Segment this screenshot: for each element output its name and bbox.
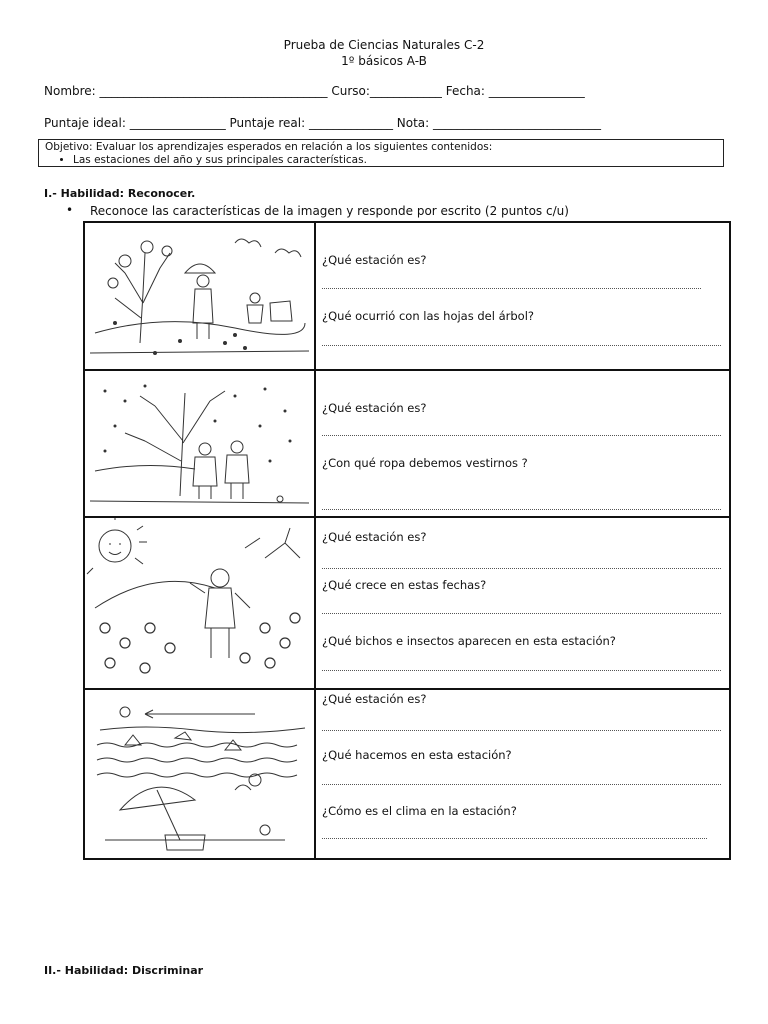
answer-line[interactable] — [322, 613, 721, 614]
spring-scene-image — [84, 517, 315, 689]
question-label: ¿Qué ocurrió con las hojas del árbol? — [322, 309, 535, 323]
spring-questions — [315, 517, 730, 689]
objective-bullet: • Las estaciones del año y sus principales características. — [73, 154, 717, 167]
question-row — [84, 222, 730, 370]
answer-line[interactable] — [322, 345, 721, 346]
question-label: ¿Qué crece en estas fechas? — [322, 578, 487, 592]
autumn-scene-image — [84, 222, 315, 370]
question-row — [84, 370, 730, 517]
question-label: ¿Cómo es el clima en la estación? — [322, 804, 517, 818]
answer-line[interactable] — [322, 288, 701, 289]
section-1-instruction: Reconoce las características de la imagen y responde por escrito (2 puntos c/u) — [90, 204, 569, 218]
question-label: ¿Qué bichos e insectos aparecen en esta estación? — [322, 634, 616, 648]
question-label: ¿Qué hacemos en esta estación? — [322, 748, 512, 762]
answer-line[interactable] — [322, 838, 707, 839]
score-fields[interactable]: Puntaje ideal: ________________ Puntaje real: ______________ Nota: ____________________________ — [44, 116, 601, 130]
page-title: Prueba de Ciencias Naturales C-2 — [283, 38, 485, 52]
question-label: ¿Qué estación es? — [322, 530, 427, 544]
answer-line[interactable] — [322, 509, 721, 510]
winter-questions — [315, 370, 730, 517]
section-2-heading: II.- Habilidad: Discriminar — [44, 964, 204, 977]
objective-box — [38, 139, 724, 167]
name-course-date-fields[interactable]: Nombre: ______________________________________ Curso:____________ Fecha: ________________ — [44, 84, 585, 98]
winter-scene-image — [84, 370, 315, 517]
page-subtitle: 1º básicos A-B — [341, 54, 427, 68]
section-1-heading: I.- Habilidad: Reconocer. — [44, 187, 196, 200]
answer-line[interactable] — [322, 784, 721, 785]
question-row — [84, 689, 730, 859]
question-label: ¿Qué estación es? — [322, 692, 427, 706]
question-label: ¿Qué estación es? — [322, 401, 427, 415]
answer-line[interactable] — [322, 435, 721, 436]
answer-line[interactable] — [322, 568, 721, 569]
question-label: ¿Con qué ropa debemos vestirnos ? — [322, 456, 528, 470]
autumn-questions — [315, 222, 730, 370]
section-1-instruction-bullet: • — [66, 203, 74, 217]
answer-line[interactable] — [322, 670, 721, 671]
summer-questions — [315, 689, 730, 859]
questions-table — [83, 221, 731, 860]
summer-scene-image — [84, 689, 315, 859]
question-row — [84, 517, 730, 689]
answer-line[interactable] — [322, 730, 721, 731]
objective-text: Objetivo: Evaluar los aprendizajes esperados en relación a los siguientes contenidos: — [45, 141, 493, 153]
question-label: ¿Qué estación es? — [322, 253, 427, 267]
